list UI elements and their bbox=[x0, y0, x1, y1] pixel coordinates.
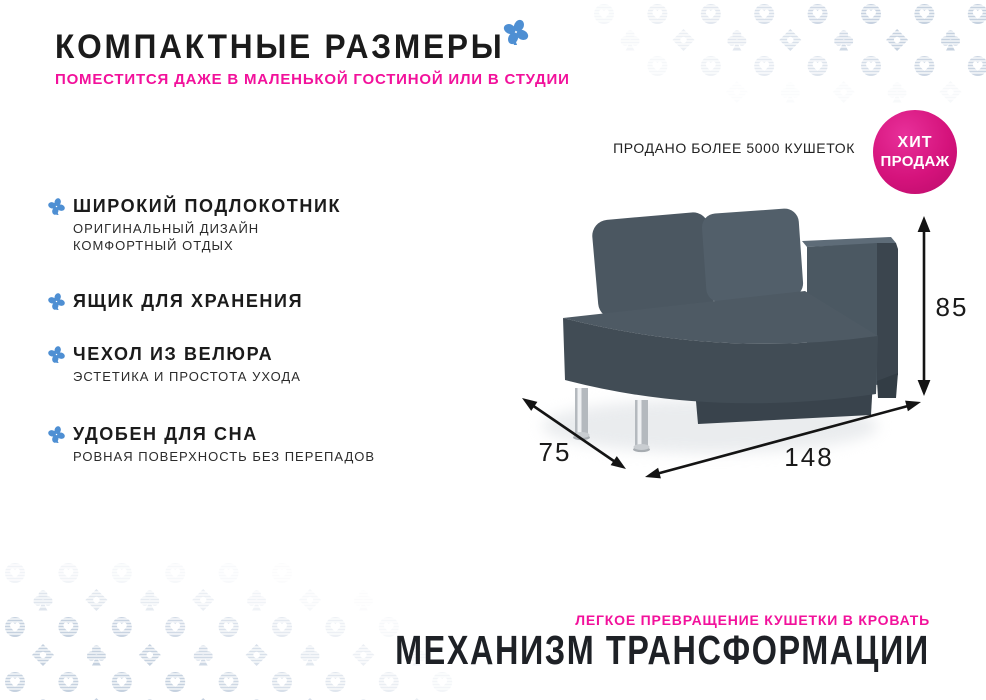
clover-bullet-icon bbox=[47, 425, 67, 445]
feature-title: ЯЩИК ДЛЯ ХРАНЕНИЯ bbox=[73, 291, 304, 311]
badge-line2: ПРОДАЖ bbox=[880, 153, 950, 170]
footer bbox=[253, 612, 930, 671]
feature-detail: ОРИГИНАЛЬНЫЙ ДИЗАЙН bbox=[73, 221, 260, 236]
sold-caption: ПРОДАНО БОЛЕЕ 5000 КУШЕТОК bbox=[613, 140, 855, 156]
page-title: КОМПАКТНЫЕ РАЗМЕРЫ bbox=[55, 28, 505, 66]
feature-item-storage bbox=[48, 291, 303, 312]
page-subtitle: ПОМЕСТИТСЯ ДАЖЕ В МАЛЕНЬКОЙ ГОСТИНОЙ ИЛИ В СТУДИИ bbox=[55, 71, 570, 88]
feature-detail: ЭСТЕТИКА И ПРОСТОТА УХОДА bbox=[73, 369, 301, 384]
clover-bullet-icon bbox=[47, 197, 67, 217]
product-image-area bbox=[505, 185, 981, 490]
feature-item-velour bbox=[48, 344, 301, 386]
feature-title: ЧЕХОЛ ИЗ ВЕЛЮРА bbox=[73, 344, 274, 364]
dimension-depth-label: 75 bbox=[538, 437, 572, 467]
feature-title: УДОБЕН ДЛЯ СНА bbox=[73, 424, 258, 444]
clover-bullet-icon bbox=[47, 345, 67, 365]
bestseller-badge bbox=[873, 110, 957, 194]
feature-detail: РОВНАЯ ПОВЕРХНОСТЬ БЕЗ ПЕРЕПАДОВ bbox=[73, 449, 376, 464]
clover-icon bbox=[503, 19, 529, 45]
dimension-height-label: 85 bbox=[935, 292, 969, 322]
footer-title: МЕХАНИЗМ ТРАНСФОРМАЦИИ bbox=[395, 627, 930, 673]
feature-title: ШИРОКИЙ ПОДЛОКОТНИК bbox=[73, 196, 342, 216]
footer-tagline: ЛЕГКОЕ ПРЕВРАЩЕНИЕ КУШЕТКИ В КРОВАТЬ bbox=[575, 612, 930, 628]
clover-bullet-icon bbox=[47, 292, 67, 312]
feature-item-armrest bbox=[48, 196, 341, 254]
header bbox=[55, 27, 570, 88]
feature-detail: КОМФОРТНЫЙ ОТДЫХ bbox=[73, 237, 234, 253]
sofa-illustration bbox=[505, 185, 981, 485]
badge-line1: ХИТ bbox=[897, 134, 933, 151]
feature-item-sleep bbox=[48, 424, 375, 466]
height-arrow bbox=[918, 216, 931, 396]
dimension-width-label: 148 bbox=[784, 442, 834, 472]
